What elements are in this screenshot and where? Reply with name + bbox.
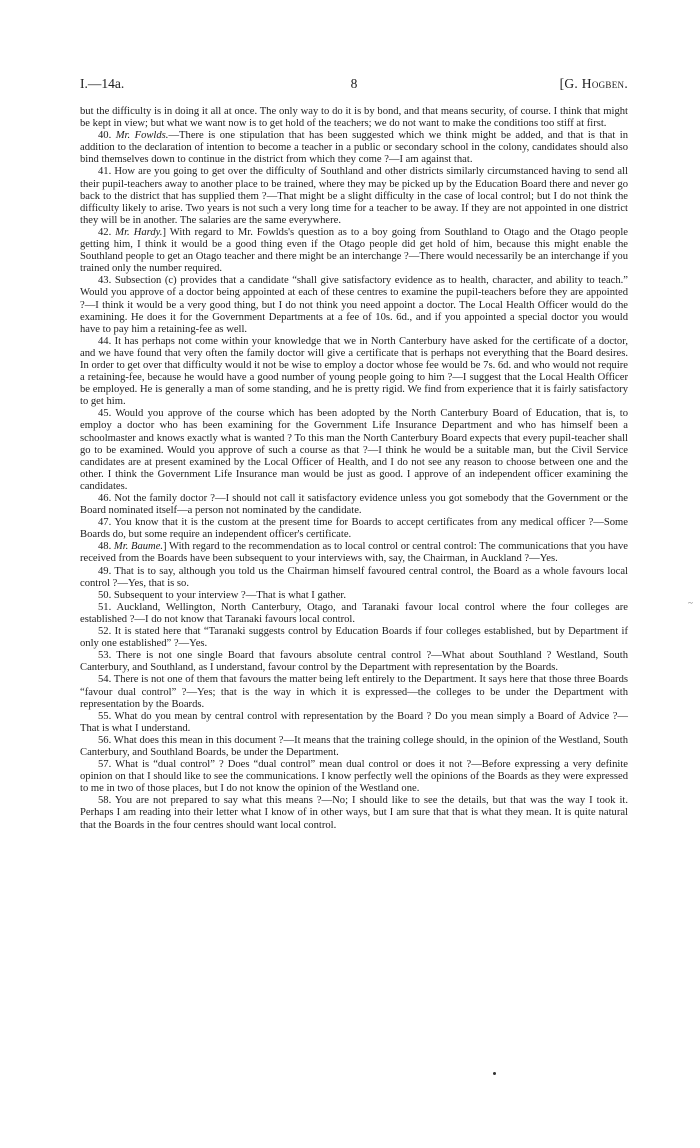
paragraph: 51. Auckland, Wellington, North Canterbury, Otago, and Taranaki favour local control where the four colleges are established ?—I do not know that Taranaki favours local control. xyxy=(80,601,628,625)
margin-mark: ~ xyxy=(688,598,693,608)
paragraph: 40. Mr. Fowlds.—There is one stipulation that has been suggested which we think might be added, and that is that in addition to the declaration of intention to become a teacher in a public or secondary school in the colony, candidates should also bind themselves down to continue in the district from which they come ?—I am against that. xyxy=(80,130,629,166)
paragraph: 55. What do you mean by central control with representation by the Board ? Do you mean simply a Board of Advice ?—That is what I understand. xyxy=(80,710,628,734)
paragraph: 57. What is “dual control” ? Does “dual control” mean dual control or does it not ?—Before expressing a very definite opinion on that I should like to see the communications. I know perfectly well the opinions of the Boards as they were expressed to me in two of those places, but I do not know the opinion of the Westland one. xyxy=(80,759,628,795)
paragraph: 50. Subsequent to your interview ?—That is what I gather. xyxy=(98,589,347,601)
paragraph: 58. You are not prepared to say what this means ?—No; I should like to see the details, but that was the way I took it. Perhaps I am reading into their letter what I know of in other ways, but I am sure that that is what they mean. It is quite natural that the Boards in the four centres should want local control. xyxy=(80,795,628,831)
paragraph: 47. You know that it is the custom at the present time for Boards to accept certificates from any medical officer ?—Some Boards do, but some require an independent officer's certificate. xyxy=(80,517,628,541)
paragraph: 42. Mr. Hardy.] With regard to Mr. Fowlds's question as to a boy going from Southland to Otago and the Otago people getting him, I think it would be a good thing even if the Otago people did get hold of him, because this might enable the Southland people to get an Otago teacher and there might be an interchange ?—There would necessarily be an interchange if you trained only the number required. xyxy=(80,226,628,275)
paragraph: 49. That is to say, although you told us the Chairman himself favoured central control, the Board as a whole favours local control ?—Yes, that is so. xyxy=(80,565,628,589)
ink-speck xyxy=(493,1072,496,1075)
header-reference: I.—14a. xyxy=(80,76,125,91)
paragraph: 44. It has perhaps not come within your knowledge that we in North Canterbury have asked for the certificate of a doctor, and we have found that very often the family doctor will give a certificate that is perhaps not everything that the Board desires. In order to get over that difficulty would it not be wise to employ a doctor whose fee would be 7s. 6d. and who would not require a retaining-fee, because he would have a good number of young people going to him ?—I suggest that the Local Health Officer be employed. He is generally a man of some standing, and he is pretty rigid. We find from experience that it is fairly satisfactory to get him. xyxy=(80,335,628,408)
paragraph: 46. Not the family doctor ?—I should not call it satisfactory evidence unless you got somebody that the Government or the Board nominated itself—a person not nominated by the candidate. xyxy=(80,493,628,517)
paragraph: 53. There is not one single Board that favours absolute central control ?—What about Southland ? Westland, South Canterbury, and Southland, as I understand, favour control by the Department with representation by the Boards. xyxy=(80,650,628,674)
page-body xyxy=(80,106,628,832)
speaker-name: Mr. Baume. xyxy=(113,541,164,553)
paragraph: 52. It is stated here that “Taranaki suggests control by Education Boards if four colleges established, but by Department if only one established” ?—Yes. xyxy=(80,626,628,650)
paragraph: 54. There is not one of them that favours the matter being left entirely to the Department. It says here that those three Boards “favour dual control” ?—Yes; that is the way in which it is expressed—the colleges to be under the Department with representation by the Boards. xyxy=(80,674,628,710)
paragraph: 43. Subsection (c) provides that a candidate “shall give satisfactory evidence as to health, character, and ability to teach.” Would you approve of a doctor being appointed at each of these centres to examine the pupil-teachers before they are appointed ?—I think it would be a very good thing, but I do not think you need appoint a doctor. The Local Health Officer would do the examining. He does it for the Government Departments at a fee of 10s. 6d., and if you appointed a special doctor you would have to pay him a retaining-fee as well. xyxy=(80,275,628,335)
header-witness: [G. Hogben. xyxy=(559,76,628,91)
page-number: 8 xyxy=(350,76,358,91)
speaker-name: Mr. Fowlds. xyxy=(115,130,169,142)
paragraph: 48. Mr. Baume.] With regard to the recommendation as to local control or central control: The communications that you have received from the Boards have been subsequent to your interviews with, say, the Chairman, in Auckland ?—Yes. xyxy=(80,541,628,565)
speaker-name: Mr. Hardy. xyxy=(115,226,163,238)
paragraph: 45. Would you approve of the course which has been adopted by the North Canterbury Board of Education, that is, to employ a doctor who has been examining for the Government Life Insurance Department and who has himself been a schoolmaster and knows exactly what is wanted ? To this man the North Canterbury Board expects that every pupil-teacher shall go to be examined. Would you approve of such a course as that ?—I think he would be a suitable man, but the Civil Service candidates are at present examined by the Local Officer of Health, and I do not see any reason to choose between one and the other. I think the Government Life Insurance man would be just as good. I approve of an independent officer examining the candidates. xyxy=(80,408,628,492)
paragraph: but the difficulty is in doing it all at once. The only way to do it is by bond, and that means security, of course. I think that might be kept in view; but what we want now is to get hold of the teachers; we do not want to make the conditions too stiff at first. xyxy=(80,106,628,130)
page-header xyxy=(80,76,628,92)
paragraph: 41. How are you going to get over the difficulty of Southland and other districts similarly circumstanced having to send all their pupil-teachers away to another place to be trained, where they may be picked up by the Education Board there and never go back to the district that has supplied them ?—That might be a slight difficulty in the case of local control; but I do not think the difficulty likely to arise. Two years is not such a very long time for a teacher to be away. If they are not appointed in one district they will be in another. The salaries are the same everywhere. xyxy=(80,166,628,226)
paragraph: 56. What does this mean in this document ?—It means that the training college should, in the opinion of the Westland, South Canterbury, and Southland Boards, be under the Department. xyxy=(80,734,628,758)
